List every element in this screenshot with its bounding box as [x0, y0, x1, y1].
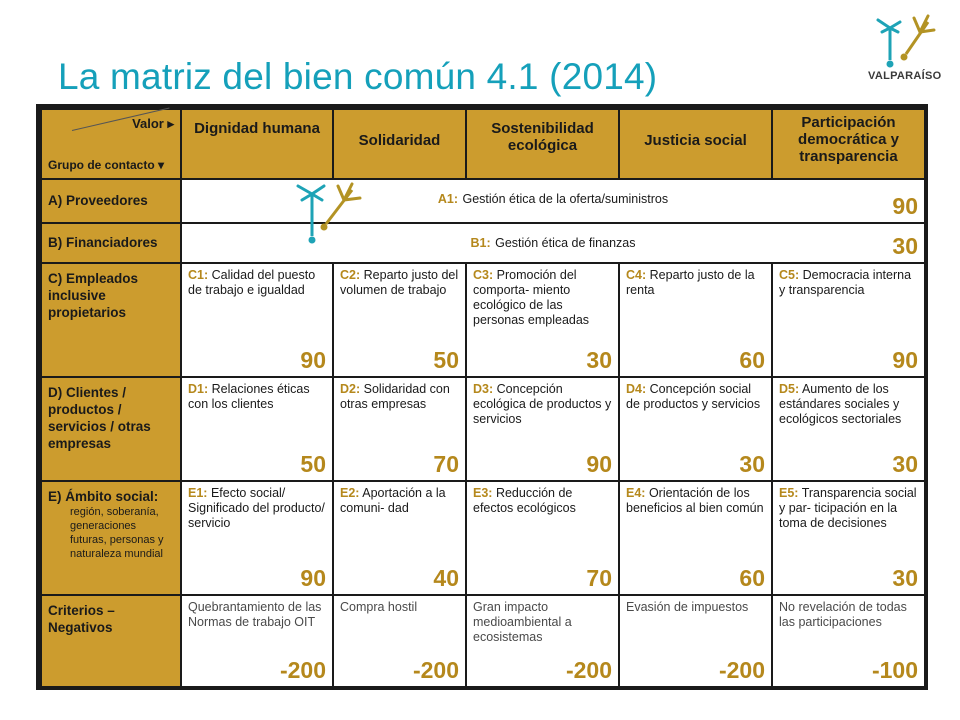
negative-text: No revelación de todas las participaciones	[779, 600, 907, 629]
criterion-code: B1:	[470, 236, 491, 250]
column-header: Dignidad humana	[194, 120, 320, 137]
criterion-score: 50	[433, 347, 459, 373]
column-header: Sostenibilidad ecológica	[491, 120, 594, 154]
criterion-text: Transparencia social y par- ticipación en la toma de decisiones	[779, 486, 917, 530]
criterion-cell	[466, 263, 619, 377]
negative-text: Evasión de impuestos	[626, 600, 749, 614]
row-header: D) Clientes / productos / servicios / otras empresas	[48, 385, 151, 451]
negative-score: -200	[718, 657, 765, 683]
criterion-cell	[181, 481, 333, 595]
criterion-score: 30	[892, 451, 918, 477]
criterion-code: E2:	[340, 486, 360, 500]
criterion-text: Aumento de los estándares sociales y ecológicos sectoriales	[779, 382, 902, 426]
criterion-score: 90	[892, 193, 918, 219]
row-header: E) Ámbito social:	[48, 489, 159, 504]
criterion-code: D1:	[188, 382, 209, 396]
column-header: Justicia social	[644, 132, 747, 149]
criterion-code: E4:	[626, 486, 646, 500]
criterion-text: Concepción social de productos y servicios	[626, 382, 761, 411]
criterion-score: 90	[892, 347, 918, 373]
criterion-code: C2:	[340, 268, 361, 282]
criterion-score: 30	[892, 565, 918, 591]
criterion-text: Orientación de los beneficios al bien común	[626, 486, 764, 515]
negative-score: -200	[565, 657, 612, 683]
criterion-cell	[466, 481, 619, 595]
criterion-text: Gestión ética de finanzas	[495, 236, 636, 250]
criterion-cell	[333, 377, 466, 481]
criterion-text: Democracia interna y transparencia	[779, 268, 912, 297]
criterion-text: Calidad del puesto de trabajo e igualdad	[188, 268, 316, 297]
row-header: A) Proveedores	[48, 193, 148, 208]
negative-cell	[619, 595, 772, 687]
criterion-text: Reducción de efectos ecológicos	[473, 486, 576, 515]
criterion-score: 60	[739, 565, 765, 591]
criterion-code: E3:	[473, 486, 493, 500]
criterion-code: C3:	[473, 268, 494, 282]
criterion-code: C5:	[779, 268, 800, 282]
criterion-code: C4:	[626, 268, 647, 282]
negative-cell	[466, 595, 619, 687]
criterion-score: 90	[300, 347, 326, 373]
criterion-text: Concepción ecológica de productos y servicios	[473, 382, 612, 426]
valor-label: Valor ▸	[132, 116, 174, 131]
negative-text: Gran impacto medioambiental a ecosistemas	[473, 600, 572, 644]
corner-cell	[41, 109, 181, 179]
criterion-code: E5:	[779, 486, 799, 500]
criterion-text: Reparto justo del volumen de trabajo	[340, 268, 459, 297]
column-header: Participación democrática y transparencia	[798, 114, 899, 165]
criterion-code: D5:	[779, 382, 800, 396]
criterion-text: Reparto justo de la renta	[626, 268, 755, 297]
criterion-cell	[619, 481, 772, 595]
negative-cell	[181, 595, 333, 687]
criterion-code: A1:	[437, 192, 459, 206]
criterion-cell	[466, 377, 619, 481]
criterion-score: 50	[300, 451, 326, 477]
bien-comun-matrix	[40, 108, 926, 688]
criterion-score: 70	[433, 451, 459, 477]
row-header: B) Financiadores	[48, 235, 158, 250]
criterion-score: 30	[739, 451, 765, 477]
criterion-cell	[772, 481, 925, 595]
criterion-cell	[772, 263, 925, 377]
criterion-text: Solidaridad con otras empresas	[340, 382, 450, 411]
criterion-score: 90	[586, 451, 612, 477]
criterion-text: Promoción del comporta- miento ecológico de las personas empleadas	[473, 268, 590, 327]
column-header: Solidaridad	[358, 132, 441, 149]
criterion-text: Efecto social/ Significado del producto/ servicio	[188, 486, 325, 530]
criterion-cell	[772, 377, 925, 481]
negative-score: -100	[871, 657, 918, 683]
criterion-score: 30	[892, 233, 918, 259]
negative-cell	[772, 595, 925, 687]
criterion-score: 40	[433, 565, 459, 591]
criterion-score: 90	[300, 565, 326, 591]
grupo-label: Grupo de contacto ▾	[48, 158, 165, 172]
palm-watermark-icon	[290, 180, 370, 252]
row-header: C) Empleados inclusive propietarios	[48, 271, 139, 320]
negative-score: -200	[279, 657, 326, 683]
criterion-text: Relaciones éticas con los clientes	[188, 382, 310, 411]
row-subheader: región, soberanía, generaciones futuras, personas y naturaleza mundial	[70, 506, 164, 560]
criterion-score: 60	[739, 347, 765, 373]
matrix-frame	[36, 104, 928, 690]
criterion-code: D2:	[340, 382, 361, 396]
slide-title: La matriz del bien común 4.1 (2014)	[58, 56, 658, 97]
criterion-cell	[333, 263, 466, 377]
criterion-cell	[333, 481, 466, 595]
negative-cell	[333, 595, 466, 687]
criterion-score: 70	[586, 565, 612, 591]
criterion-cell	[619, 263, 772, 377]
criterion-cell	[619, 377, 772, 481]
negative-text: Compra hostil	[340, 600, 418, 614]
row-header: Criterios – Negativos	[48, 603, 115, 635]
criterion-code: D4:	[626, 382, 647, 396]
criterion-code: E1:	[188, 486, 208, 500]
logo-text: VALPARAÍSO	[868, 70, 942, 82]
criterion-text: Aportación a la comuni- dad	[340, 486, 446, 515]
criterion-text: Gestión ética de la oferta/suministros	[462, 192, 669, 206]
criterion-score: 30	[586, 347, 612, 373]
criterion-code: C1:	[188, 268, 209, 282]
criterion-cell	[181, 263, 333, 377]
criterion-code: D3:	[473, 382, 494, 396]
negative-text: Quebrantamiento de las Normas de trabajo OIT	[188, 600, 322, 629]
negative-score: -200	[412, 657, 459, 683]
criterion-cell	[181, 377, 333, 481]
